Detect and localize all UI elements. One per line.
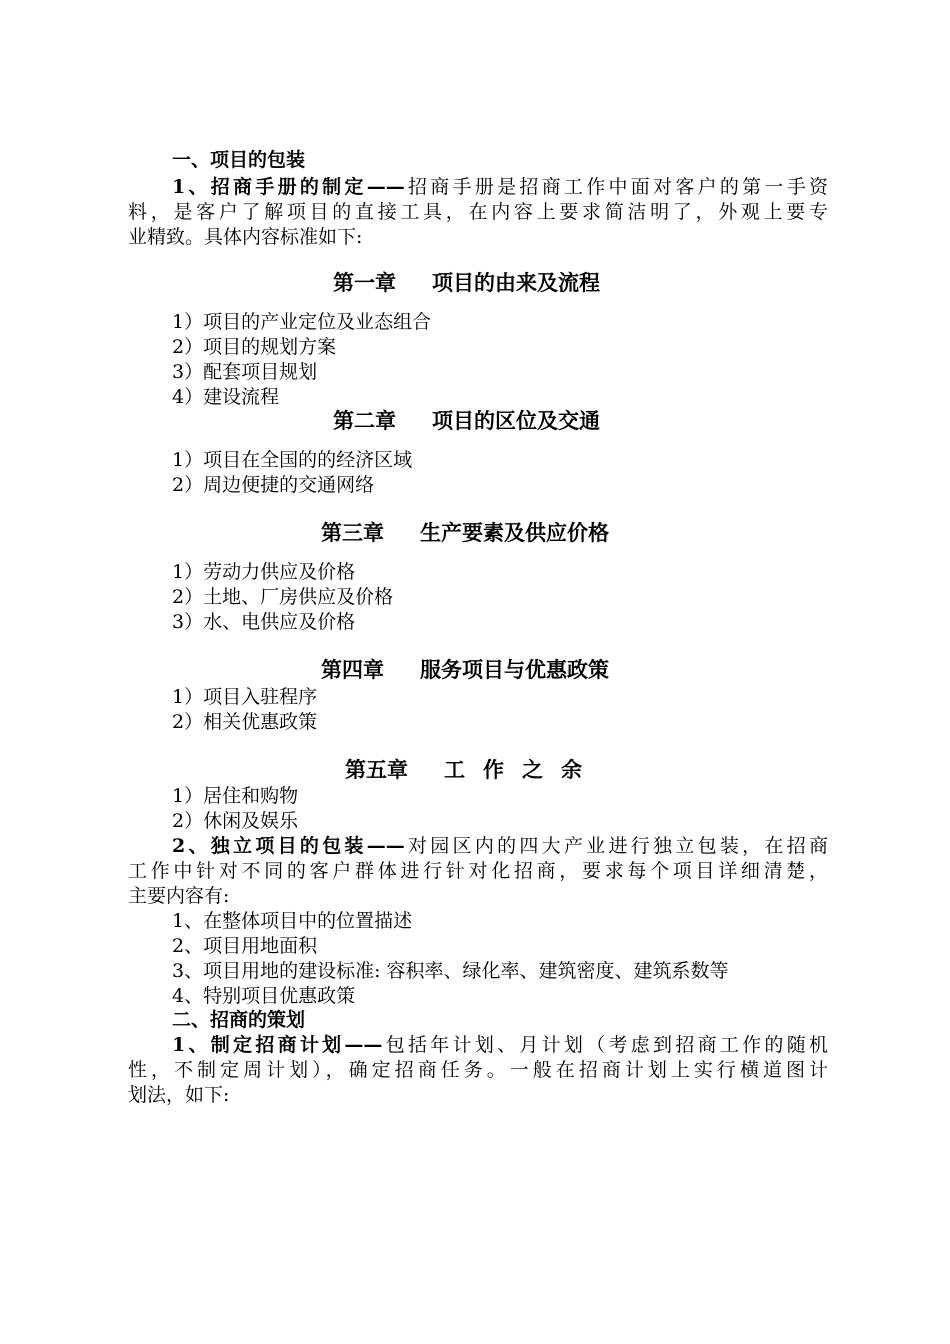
paragraph-2-item: 2、项目用地面积 [172,935,318,957]
chapter-1-item: 2）项目的规划方案 [172,336,337,358]
chapter-3-item: 3）水、电供应及价格 [172,611,356,633]
chapter-4-item: 2）相关优惠政策 [172,711,318,733]
paragraph-3-line-2: 性，不制定周计划），确定招商任务。一般在招商计划上实行横道图计 [128,1059,828,1081]
paragraph-2-line-1: 2、独立项目的包装——对园区内的四大产业进行独立包装，在招商 [172,835,828,857]
paragraph-3-line-3: 划法，如下: [128,1084,230,1106]
paragraph-2-line-3: 主要内容有: [128,885,230,907]
paragraph-1-line-3: 业精致。具体内容标准如下: [128,226,363,248]
chapter-3-item: 1）劳动力供应及价格 [172,561,356,583]
paragraph-2-line-2: 工作中针对不同的客户群体进行针对化招商，要求每个项目详细清楚， [128,860,828,882]
paragraph-3-line-1: 1、制定招商计划——包括年计划、月计划（考虑到招商工作的随机 [172,1034,828,1056]
chapter-1-item: 1）项目的产业定位及业态组合 [172,311,432,333]
chapter-1-heading: 第一章 项目的由来及流程 [333,270,600,295]
chapter-4-item: 1）项目入驻程序 [172,686,318,708]
chapter-5-item: 1）居住和购物 [172,785,299,807]
paragraph-3-lead: 1、制定招商计划—— [172,1034,383,1056]
chapter-1-item: 4）建设流程 [172,386,280,408]
chapter-1-item: 3）配套项目规划 [172,361,318,383]
chapter-5-item: 2）休闲及娱乐 [172,810,299,832]
chapter-5-heading: 第五章 工作之余 [345,757,600,782]
paragraph-2-item: 3、项目用地的建设标准: 容积率、绿化率、建筑密度、建筑系数等 [172,960,729,982]
paragraph-2-item: 1、在整体项目中的位置描述 [172,910,413,932]
chapter-3-heading: 第三章 生产要素及供应价格 [321,520,609,545]
paragraph-1-line-2: 料，是客户了解项目的直接工具，在内容上要求简洁明了，外观上要专 [128,201,828,223]
chapter-2-heading: 第二章 项目的区位及交通 [333,408,600,433]
chapter-2-item: 2）周边便捷的交通网络 [172,474,375,496]
paragraph-1-line-1: 1、招商手册的制定——招商手册是招商工作中面对客户的第一手资 [172,176,828,198]
paragraph-1-lead: 1、招商手册的制定—— [172,176,405,198]
section-2-title: 二、招商的策划 [172,1009,306,1031]
section-1-title: 一、项目的包装 [172,149,306,171]
chapter-2-item: 1）项目在全国的的经济区域 [172,449,413,471]
paragraph-2-item: 4、特别项目优惠政策 [172,985,356,1007]
paragraph-2-lead: 2、独立项目的包装—— [172,835,405,857]
chapter-4-heading: 第四章 服务项目与优惠政策 [321,657,609,682]
chapter-3-item: 2）土地、厂房供应及价格 [172,586,394,608]
